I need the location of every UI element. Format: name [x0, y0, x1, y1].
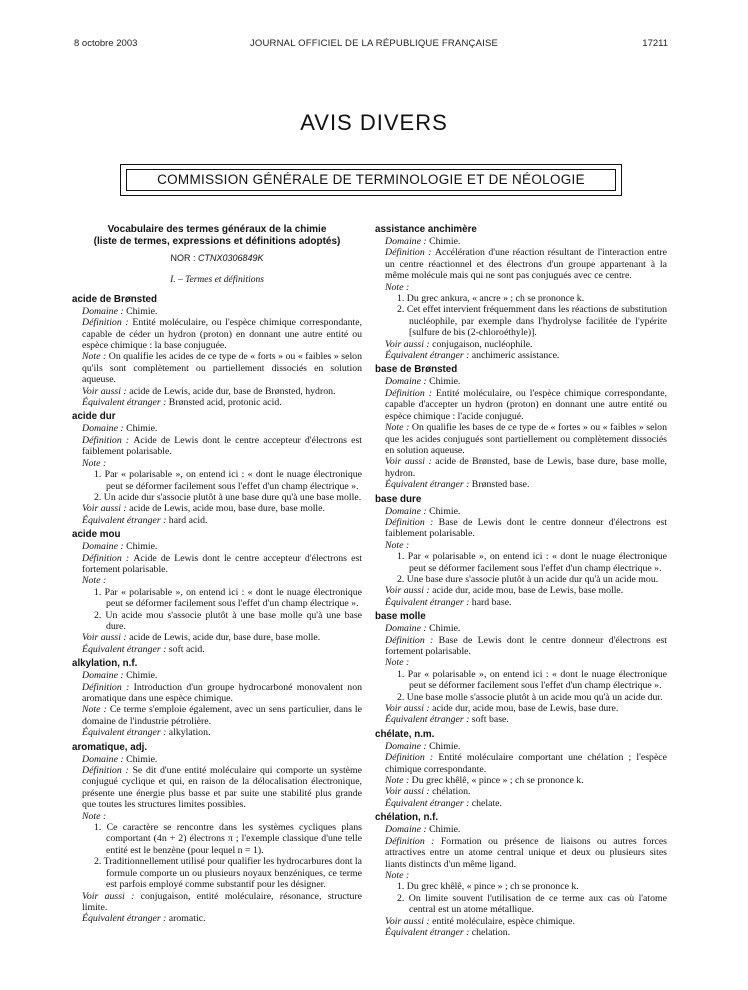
foreign-equivalent-line-label: Équivalent étranger : — [82, 514, 169, 526]
foreign-equivalent-line-text: Brønsted acid, protonic acid. — [168, 397, 282, 409]
see-also-line-label: Voir aussi : — [82, 503, 130, 515]
page-number: 17211 — [642, 38, 668, 49]
see-also-line-label: Voir aussi : — [385, 786, 433, 798]
domain-line-label: Domaine : — [82, 423, 127, 435]
definition-line-label: Définition : — [385, 387, 436, 399]
see-also-line — [72, 386, 362, 397]
see-also-line — [375, 456, 667, 479]
definition-line-text: Acide de Lewis dont le centre accepteur d'électrons est fortement polarisable. — [82, 552, 362, 575]
definition-line-label: Définition : — [385, 516, 439, 528]
see-also-line — [72, 632, 362, 643]
definition-line-text: Acide de Lewis dont le centre accepteur d'électrons est faiblement polarisable. — [82, 434, 362, 458]
see-also-line-label: Voir aussi : — [385, 585, 433, 597]
part-heading — [72, 275, 362, 286]
foreign-equivalent-line — [375, 350, 667, 361]
definition-line — [375, 752, 667, 775]
domain-line-text: Chimie. — [126, 670, 158, 682]
definition-line — [72, 435, 362, 458]
foreign-equivalent-line-text: Brønsted base. — [471, 479, 530, 491]
commission-box — [120, 164, 622, 196]
foreign-equivalent-line-label: Équivalent étranger : — [385, 350, 472, 362]
definition-line-text: Formation ou présence de liaisons ou autres forces attractives entre un atome central unique et deux ou plusieurs sites liants distincts d'un même ligand. — [385, 835, 667, 870]
domain-line-label: Domaine : — [385, 740, 430, 752]
term-entry — [72, 742, 362, 925]
term-heading: acide de Brønsted — [72, 293, 157, 305]
domain-line-label: Domaine : — [385, 376, 430, 388]
see-also-line — [375, 703, 667, 714]
note-line — [375, 422, 667, 456]
note-label: Note : — [385, 281, 410, 293]
see-also-line — [72, 503, 362, 514]
foreign-equivalent-line-text: hard acid. — [168, 514, 208, 526]
see-also-line-label: Voir aussi : — [385, 915, 433, 927]
foreign-equivalent-line-text: aromatic. — [168, 913, 206, 925]
see-also-line-text: conjugaison, nucléophile. — [432, 338, 533, 350]
domain-line — [72, 670, 362, 681]
foreign-equivalent-line-text: hard base. — [471, 596, 512, 608]
part-heading-text: I. – Termes et définitions — [170, 275, 264, 286]
domain-line-label: Domaine : — [385, 236, 430, 247]
term-entry — [72, 411, 362, 526]
see-also-line-text: acide de Brønsted, base de Lewis, base dure, base molle, hydron. — [385, 456, 667, 479]
note-line — [72, 351, 362, 385]
term-heading: alkylation, n.f. — [72, 658, 138, 670]
nor-label: NOR : — [170, 253, 198, 263]
domain-line — [72, 423, 362, 434]
domain-line-label: Domaine : — [82, 541, 127, 553]
see-also-line-text: acide de Lewis, acide dur, base dure, base molle. — [129, 632, 321, 644]
note-line-text: On qualifie les bases de ce type de « fortes » ou « faibles » selon que les acides conjugués sont partiellement ou complètement dissociés en solution aqueuse. — [385, 422, 667, 456]
domain-line — [72, 306, 362, 317]
domain-line-text: Chimie. — [429, 740, 461, 752]
term-entry — [72, 529, 362, 655]
foreign-equivalent-line-label: Équivalent étranger : — [82, 643, 169, 655]
term-heading: aromatique, adj. — [72, 741, 148, 753]
foreign-equivalent-line-label: Équivalent étranger : — [385, 926, 472, 938]
domain-line — [72, 754, 362, 765]
note-item: 1. Du grec ankura, « ancre » ; ch se prononce k. — [397, 293, 585, 305]
note-label: Note : — [82, 457, 107, 469]
note-line-label: Note : — [82, 704, 110, 716]
term-heading: acide dur — [72, 411, 116, 423]
right-entries — [375, 224, 667, 938]
term-entry — [72, 658, 362, 738]
term-heading: chélation, n.f. — [375, 812, 439, 824]
right-column — [375, 224, 667, 941]
see-also-line-text: conjugaison, entité moléculaire, résonance, structure limite. — [82, 890, 362, 913]
note-item: 1. Du grec khêlê, « pince » ; ch se prononce k. — [397, 881, 579, 893]
commission-title: COMMISSION GÉNÉRALE DE TERMINOLOGIE ET DE NÉOLOGIE — [126, 169, 616, 191]
note-item: 1. Par « polarisable », on entend ici : « dont le nuage électronique peut se déformer facilement sous l'effet d'un champ électrique ». — [94, 586, 362, 610]
note-line-text: On qualifie les acides de ce type de « forts » ou « faibles » selon qu'ils sont complètement ou partiellement dissociés en solution aqueuse. — [82, 351, 362, 386]
note-item: 2. Un acide mou s'associe plutôt à une base molle qu'à une base dure. — [94, 609, 362, 632]
domain-line-text: Chimie. — [429, 824, 461, 836]
foreign-equivalent-line-label: Équivalent étranger : — [385, 714, 472, 726]
nor-reference — [72, 253, 362, 264]
foreign-equivalent-line-text: soft base. — [471, 714, 509, 726]
vocab-subtitle: (liste de termes, expressions et définitions adoptés) — [93, 235, 341, 247]
definition-line-label: Définition : — [82, 434, 134, 446]
note-label: Note : — [385, 657, 410, 669]
foreign-equivalent-line-text: soft acid. — [168, 643, 205, 655]
left-entries — [72, 294, 362, 925]
term-entry — [375, 812, 667, 938]
domain-line-text: Chimie. — [126, 305, 158, 317]
foreign-equivalent-line-label: Équivalent étranger : — [385, 797, 472, 809]
definition-line-text: Se dit d'une entité moléculaire qui comporte un système conjugué cyclique et qui, en raison de la délocalisation électronique, présente une énergie plus basse et par suite une stabilité plus grande que toutes les structures limites possibles. — [82, 765, 363, 811]
see-also-line — [375, 786, 667, 797]
domain-line — [375, 376, 667, 387]
see-also-line-label: Voir aussi : — [385, 456, 436, 468]
domain-line — [375, 236, 667, 247]
see-also-line-label: Voir aussi : — [82, 890, 141, 902]
foreign-equivalent-line-text: anchimeric assistance. — [471, 350, 560, 362]
nor-code: CTNX0306849K — [197, 253, 264, 263]
foreign-equivalent-line — [72, 644, 362, 655]
foreign-equivalent-line-label: Équivalent étranger : — [385, 596, 472, 608]
definition-line — [375, 836, 667, 870]
term-heading: assistance anchimère — [375, 224, 477, 235]
note-line-label: Note : — [385, 422, 412, 434]
foreign-equivalent-line-text: chelation. — [471, 926, 511, 938]
foreign-equivalent-line-text: chelate. — [471, 797, 502, 809]
domain-line-text: Chimie. — [429, 623, 461, 635]
definition-line — [375, 247, 667, 281]
definition-line-text: Base de Lewis dont le centre donneur d'électrons est fortement polarisable. — [385, 634, 667, 657]
see-also-line-text: chélation. — [432, 786, 471, 798]
domain-line-label: Domaine : — [385, 824, 430, 836]
note-line-label: Note : — [82, 351, 109, 363]
see-also-line-text: acide de Lewis, acide dur, base de Brønsted, hydron. — [129, 385, 336, 397]
see-also-line — [375, 916, 667, 927]
definition-line-label: Définition : — [82, 317, 133, 329]
definition-line — [375, 388, 667, 422]
see-also-line-label: Voir aussi : — [385, 703, 433, 715]
note-item: 2. Une base molle s'associe plutôt à un acide mou qu'à un acide dur. — [397, 691, 663, 703]
domain-line-label: Domaine : — [82, 670, 127, 682]
see-also-line — [375, 339, 667, 350]
note-item: 2. Un acide dur s'associe plutôt à une base dure qu'à une base molle. — [94, 491, 362, 503]
see-also-line-text: entité moléculaire, espèce chimique. — [432, 915, 575, 927]
foreign-equivalent-line-text: alkylation. — [168, 727, 211, 739]
see-also-line-label: Voir aussi : — [82, 632, 130, 644]
definition-line — [72, 682, 362, 705]
see-also-line-text: acide de Lewis, acide mou, base dure, base molle. — [129, 503, 325, 515]
see-also-line-label: Voir aussi : — [385, 338, 433, 350]
term-entry — [72, 294, 362, 409]
note-item: 1. Par « polarisable », on entend ici : « dont le nuage électronique peut se déformer facilement sous l'effet d'un champ électrique ». — [397, 551, 667, 574]
definition-line-text: Accélération d'une réaction résultant de l'interaction entre un centre réactionnel et des électrons d'un groupe appartenant à la même molécule mais qui ne sont pas conjugués avec ce centre. — [385, 247, 667, 282]
domain-line-text: Chimie. — [126, 753, 158, 765]
definition-line-label: Définition : — [385, 634, 439, 646]
foreign-equivalent-line-label: Équivalent étranger : — [82, 913, 169, 925]
foreign-equivalent-line — [375, 927, 667, 938]
note-label: Note : — [82, 575, 107, 587]
term-heading: chélate, n.m. — [375, 728, 435, 740]
domain-line — [375, 506, 667, 517]
definition-line-label: Définition : — [385, 247, 435, 259]
definition-line-label: Définition : — [385, 835, 441, 847]
domain-line-text: Chimie. — [126, 423, 158, 435]
domain-line-label: Domaine : — [385, 505, 430, 517]
domain-line — [72, 541, 362, 552]
domain-line-text: Chimie. — [126, 541, 158, 553]
domain-line-text: Chimie. — [429, 376, 461, 388]
note-item: 2. On limite souvent l'utilisation de ce terme aux cas où l'atome central est un atome métallique. — [397, 892, 667, 916]
domain-line — [375, 741, 667, 752]
see-also-line-text: acide dur, acide mou, base de Lewis, base molle. — [432, 585, 624, 597]
domain-line-label: Domaine : — [82, 753, 127, 765]
see-also-line-label: Voir aussi : — [82, 385, 130, 397]
foreign-equivalent-line — [72, 913, 362, 924]
foreign-equivalent-line-label: Équivalent étranger : — [385, 479, 472, 491]
journal-title: JOURNAL OFFICIEL DE LA RÉPUBLIQUE FRANÇAISE — [249, 38, 499, 49]
definition-line — [375, 517, 667, 540]
definition-line-text: Base de Lewis dont le centre donneur d'électrons est faiblement polarisable. — [385, 516, 667, 540]
term-entry — [375, 729, 667, 809]
page-header — [0, 38, 748, 54]
term-entry — [375, 364, 667, 490]
term-entry — [375, 224, 667, 361]
foreign-equivalent-line — [72, 515, 362, 526]
definition-line-text: Entité moléculaire, ou l'espèce chimique correspondante, capable de céder un hydron (proton) en donnant une autre entité ou espèce chimique : la base conjuguée. — [82, 317, 362, 352]
definition-line — [72, 553, 362, 576]
note-line — [72, 704, 362, 727]
note-item: 2. Une base dure s'associe plutôt à un acide dur qu'à un acide mou. — [397, 573, 659, 585]
definition-line-text: Entité moléculaire comportant une chélation ; l'espèce chimique correspondante. — [385, 752, 668, 775]
domain-line-label: Domaine : — [82, 305, 127, 317]
definition-line-text: Entité moléculaire, ou l'espèce chimique correspondante, capable d'accepter un hydron (proton) en donnant une autre entité ou espèce chimique : l'acide conjugué. — [385, 387, 668, 422]
definition-line-label: Définition : — [82, 552, 134, 564]
term-heading: acide mou — [72, 529, 121, 541]
issue-date: 8 octobre 2003 — [74, 38, 138, 49]
see-also-line — [72, 891, 362, 914]
term-heading: base dure — [375, 493, 422, 505]
note-line-label: Note : — [385, 775, 412, 787]
term-heading: base molle — [375, 611, 426, 623]
section-title: AVIS DIVERS — [300, 110, 448, 135]
foreign-equivalent-line-label: Équivalent étranger : — [82, 397, 169, 409]
foreign-equivalent-line — [72, 727, 362, 738]
domain-line-text: Chimie. — [429, 236, 461, 247]
see-also-line — [375, 585, 667, 596]
note-line-text: Du grec khêlê, « pince » ; ch se prononce k. — [411, 775, 584, 787]
vocab-title: Vocabulaire des termes généraux de la chimie — [107, 224, 327, 235]
definition-line-label: Définition : — [385, 752, 439, 764]
foreign-equivalent-line — [375, 714, 667, 725]
note-label: Note : — [385, 869, 410, 881]
foreign-equivalent-line — [72, 397, 362, 408]
note-label: Note : — [385, 539, 410, 551]
term-entry — [375, 494, 667, 609]
definition-line — [72, 317, 362, 351]
note-line-text: Ce terme s'emploie également, avec un sens particulier, dans le domaine de l'industrie pétrolière. — [82, 704, 362, 727]
foreign-equivalent-line — [375, 479, 667, 490]
see-also-line-text: acide dur, acide mou, base de Lewis, base dure. — [432, 703, 619, 715]
note-item: 1. Par « polarisable », on entend ici : « dont le nuage électronique peut se déformer facilement sous l'effet d'un champ électrique ». — [397, 668, 667, 692]
left-column — [72, 224, 362, 928]
domain-line-text: Chimie. — [429, 505, 461, 517]
term-entry — [375, 611, 667, 726]
foreign-equivalent-line-label: Équivalent étranger : — [82, 727, 169, 739]
domain-line-label: Domaine : — [385, 623, 430, 635]
definition-line — [375, 635, 667, 658]
foreign-equivalent-line — [375, 798, 667, 809]
definition-line-text: Introduction d'un groupe hydrocarboné monovalent non aromatique dans une espèce chimique. — [82, 681, 362, 704]
note-item: 2. Traditionnellement utilisé pour qualifier les hydrocarbures dont la formule comporte un ou plusieurs noyaux benzéniques, ce terme est parfois employé comme substantif pour les désigner. — [94, 856, 362, 891]
term-heading: base de Brønsted — [375, 364, 458, 376]
domain-line — [375, 824, 667, 835]
definition-line-label: Définition : — [82, 765, 133, 777]
definition-line — [72, 765, 362, 811]
definition-line-label: Définition : — [82, 681, 134, 693]
foreign-equivalent-line — [375, 597, 667, 608]
note-item: 2. Cet effet intervient fréquemment dans les réactions de substitution nucléophile, par exemple dans l'hydrolyse facilitée de l'ypérite [sulfure de bis (2-chloroéthyle)]. — [397, 304, 667, 339]
domain-line — [375, 623, 667, 634]
note-item: 1. Ce caractère se rencontre dans les systèmes cycliques plans comportant (4n + 2) électrons π ; l'exemple classique d'une telle entité est le benzène (pour lequel n = 1). — [94, 822, 362, 856]
note-line — [375, 775, 667, 786]
note-item: 1. Par « polarisable », on entend ici : « dont le nuage électronique peut se déformer facilement sous l'effet d'un champ électrique ». — [94, 469, 362, 492]
note-label: Note : — [82, 810, 107, 822]
